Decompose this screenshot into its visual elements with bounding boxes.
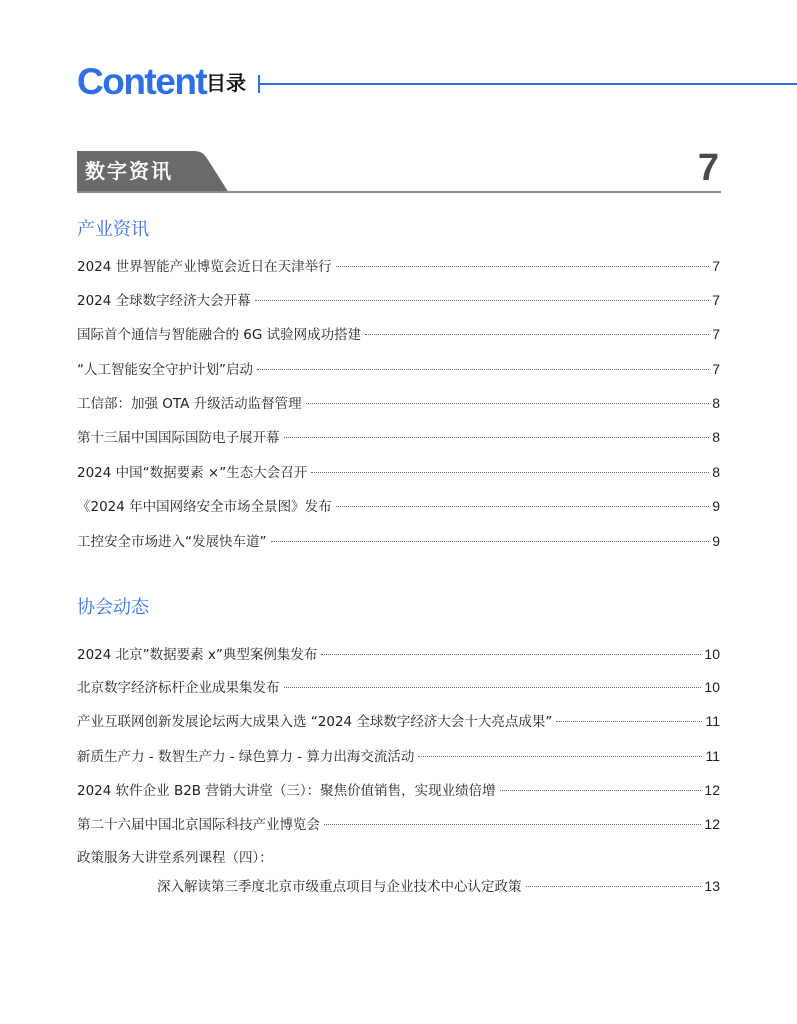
toc-entry-page: 7 [712, 258, 720, 274]
toc-entry-page: 10 [704, 646, 720, 662]
toc-entry[interactable] [77, 256, 720, 276]
toc-entry-title: 工信部：加强 OTA 升级活动监督管理 [77, 396, 302, 412]
toc-entry-title: 第二十六届中国北京国际科技产业博览会 [77, 817, 320, 833]
toc-entry-page: 7 [712, 326, 720, 342]
toc-entry-multiline-title[interactable]: 政策服务大讲堂系列课程（四）： [77, 850, 273, 866]
toc-entry[interactable] [77, 677, 720, 697]
section-banner [77, 147, 721, 193]
toc-entry-title: 新质生产力 - 数智生产力 - 绿色算力 - 算力出海交流活动 [77, 749, 415, 765]
toc-entry-title: 2024 北京”数据要素 x”典型案例集发布 [77, 647, 318, 663]
toc-dot-leader [500, 790, 702, 791]
toc-entry-page: 10 [704, 679, 720, 695]
toc-entry[interactable] [77, 814, 720, 834]
toc-dot-leader [257, 369, 709, 370]
toc-entry-title: 第十三届中国国际国防电子展开幕 [77, 430, 280, 446]
toc-entry-page: 7 [712, 361, 720, 377]
toc-entry[interactable] [77, 644, 720, 664]
toc-entry-title: 北京数字经济标杆企业成果集发布 [77, 680, 280, 696]
toc-entry[interactable] [157, 876, 720, 896]
toc-entry-page: 13 [704, 878, 720, 894]
section-title: 数字资讯 [85, 159, 173, 183]
toc-entry[interactable] [77, 359, 720, 379]
toc-entry-title: 2024 中国“数据要素 ×”生态大会召开 [77, 465, 308, 481]
toc-dot-leader [321, 654, 701, 655]
toc-entry[interactable] [77, 531, 720, 551]
toc-entry-page: 8 [712, 395, 720, 411]
section-page-number: 7 [697, 147, 719, 189]
toc-entry[interactable] [77, 711, 720, 731]
toc-dot-leader [255, 300, 710, 301]
toc-dot-leader [284, 437, 710, 438]
toc-dot-leader [556, 721, 702, 722]
toc-dot-leader [336, 506, 710, 507]
toc-entry[interactable] [77, 427, 720, 447]
toc-dot-leader [526, 886, 702, 887]
toc-dot-leader [336, 266, 710, 267]
toc-entry-title: 2024 世界智能产业博览会近日在天津举行 [77, 259, 332, 275]
subsection-heading-association-news: 协会动态 [77, 597, 149, 618]
toc-dot-leader [311, 472, 709, 473]
toc-entry-page: 8 [712, 464, 720, 480]
toc-entry-title: 产业互联网创新发展论坛两大成果入选 “2024 全球数字经济大会十大亮点成果” [77, 714, 553, 730]
toc-entry-title: 深入解读第三季度北京市级重点项目与企业技术中心认定政策 [157, 879, 522, 895]
toc-dot-leader [284, 687, 702, 688]
toc-entry-page: 9 [712, 533, 720, 549]
toc-entry-page: 7 [712, 292, 720, 308]
toc-entry-page: 12 [704, 782, 720, 798]
toc-entry-title: 国际首个通信与智能融合的 6G 试验网成功搭建 [77, 327, 362, 343]
toc-entry[interactable] [77, 746, 720, 766]
toc-dot-leader [324, 824, 701, 825]
toc-entry-page: 9 [712, 498, 720, 514]
toc-dot-leader [365, 334, 709, 335]
toc-entry[interactable] [77, 496, 720, 516]
header-divider-line [260, 83, 797, 85]
toc-dot-leader [418, 756, 702, 757]
toc-entry-page: 12 [704, 816, 720, 832]
header-title-en: Content [77, 61, 207, 102]
toc-entry-title: 2024 全球数字经济大会开幕 [77, 293, 251, 309]
header-title-cn: 目录 [206, 71, 246, 95]
toc-entry-page: 8 [712, 429, 720, 445]
toc-dot-leader [306, 403, 710, 404]
toc-entry-page: 11 [705, 713, 720, 729]
toc-entry[interactable] [77, 290, 720, 310]
toc-entry[interactable] [77, 462, 720, 482]
toc-entry[interactable] [77, 780, 720, 800]
toc-entry-title: 2024 软件企业 B2B 营销大讲堂（三）：聚焦价值销售，实现业绩倍增 [77, 783, 496, 799]
toc-entry-title: 工控安全市场进入“发展快车道” [77, 534, 267, 550]
toc-entry-title: “人工智能安全守护计划”启动 [77, 362, 253, 378]
toc-entry[interactable] [77, 324, 720, 344]
toc-entry-page: 11 [705, 748, 720, 764]
toc-entry-title: 《2024 年中国网络安全市场全景图》发布 [77, 499, 332, 515]
toc-dot-leader [271, 541, 710, 542]
subsection-heading-industry-news: 产业资讯 [77, 219, 149, 240]
toc-entry[interactable] [77, 393, 720, 413]
section-banner-rule [77, 191, 721, 193]
